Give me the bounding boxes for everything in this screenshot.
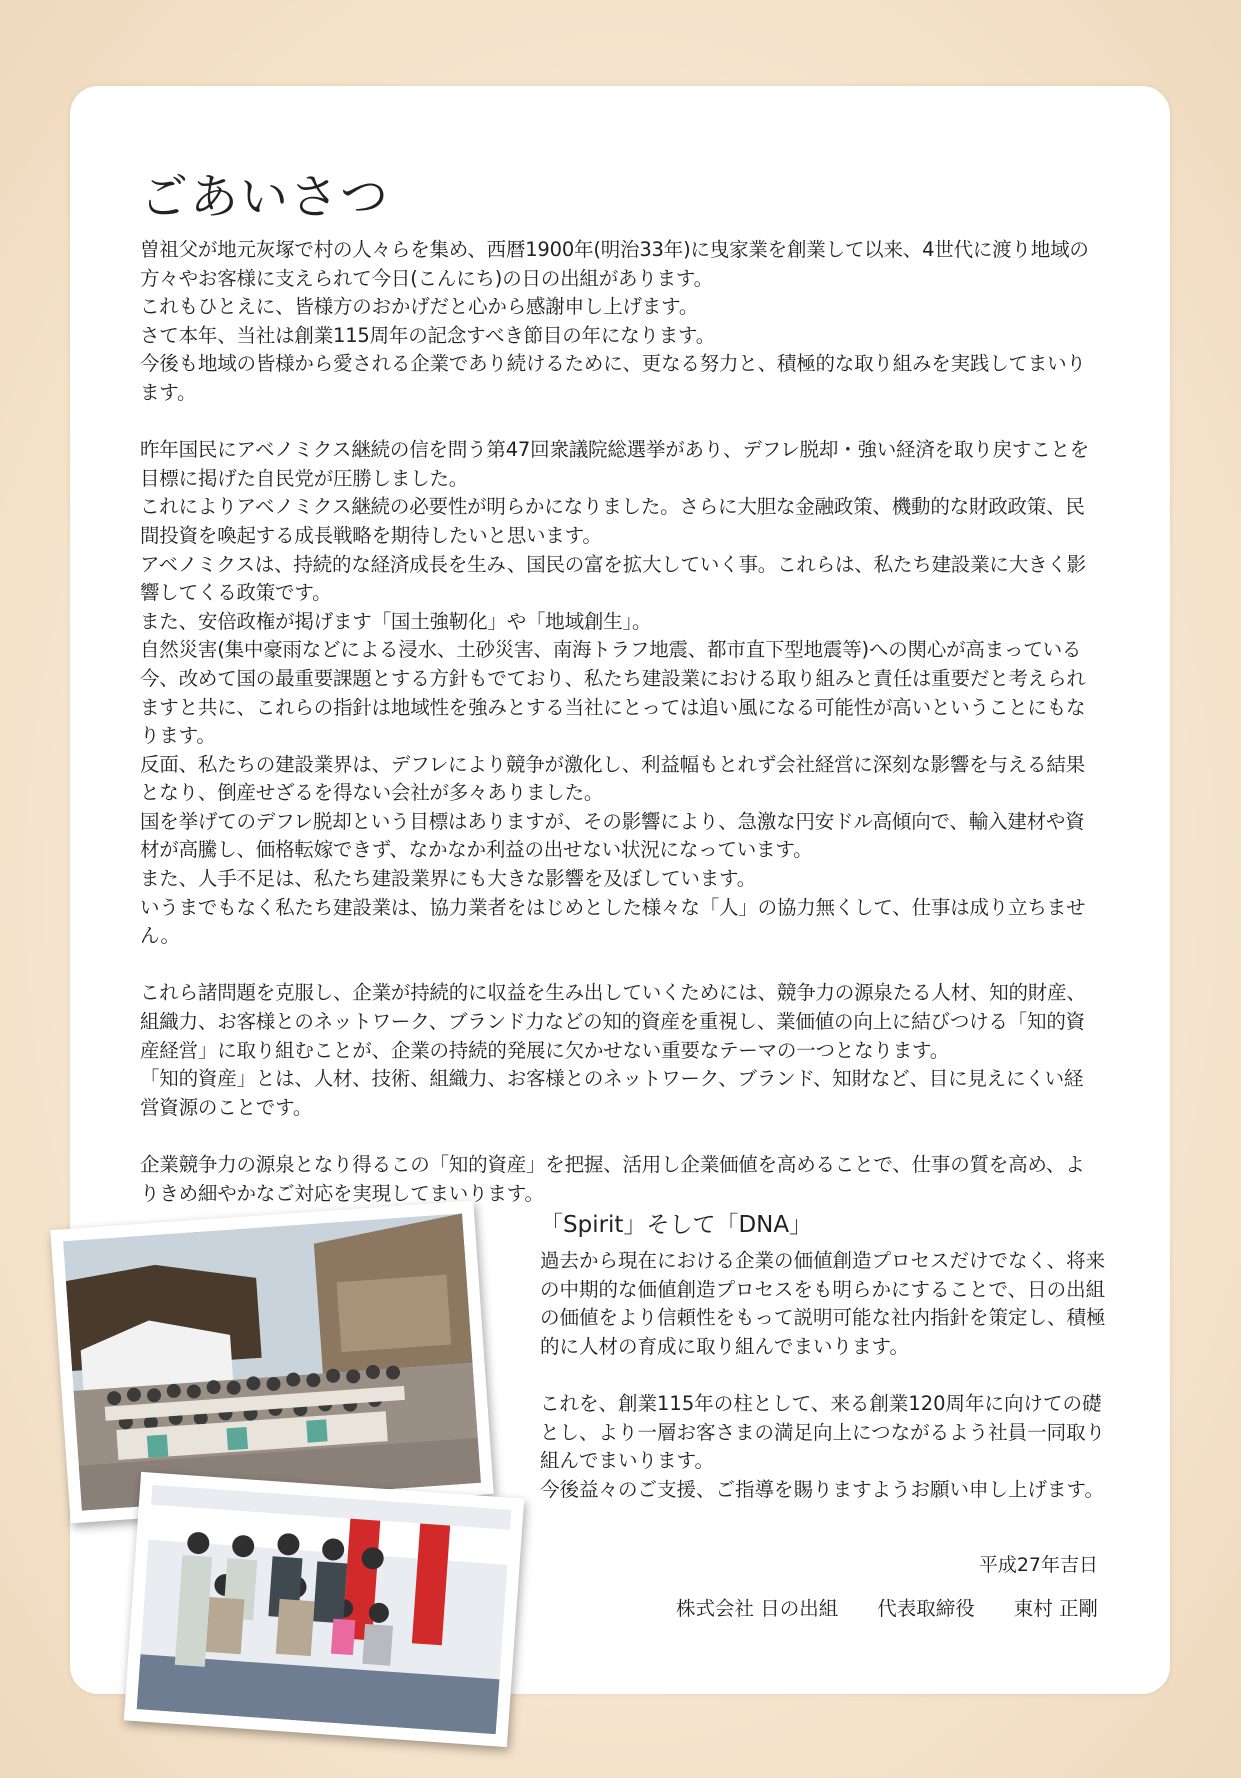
signature-line (676, 1593, 1098, 1621)
body-line: 自然災害(集中豪雨などによる浸水、土砂災害、南海トラフ地震、都市直下型地震等)への関心が高まっている今、改めて国の最重要課題とする方針もでており、私たち建設業における取り組みと責任は重要だと考えられますと共に、これらの指針は地域性を強みとする当社にとっては追い風になる可能性が高いということにもなります。 (140, 638, 1086, 748)
body-line: 昨年国民にアベノミクス継続の信を問う第47回衆議院総選挙があり、デフレ脱却・強い経済を取り戻すことを目標に掲げた自民党が圧勝しました。 (140, 438, 1090, 490)
body-line: 今後も地域の皆様から愛される企業であり続けるために、更なる努力と、積極的な取り組みを実践してまいります。 (140, 352, 1086, 404)
spirit-paragraph: これを、創業115年の柱として、来る創業120周年に向けての礎とし、より一層お客さまの満足向上につながるよう社員一同取り組んでまいります。 (540, 1391, 1106, 1473)
spirit-title: 「Spirit」そして「DNA」 (540, 1212, 813, 1238)
body-line: これら諸問題を克服し、企業が持続的に収益を生み出していくためには、競争力の源泉たる人材、知的財産、組織力、お客様とのネットワーク、ブランド力などの知的資産を重視し、業価値の向上に結びつける「知的資産経営」に取り組むことが、企業の持続的発展に欠かせない重要なテーマの一つとなります。 (140, 981, 1086, 1062)
ceremony-photo (124, 1472, 524, 1747)
body-line: これによりアベノミクス継続の必要性が明らかになりました。さらに大胆な金融政策、機動的な財政政策、民間投資を喚起する成長戦略を期待したいと思います。 (140, 495, 1085, 547)
spirit-paragraph: 過去から現在における企業の価値創造プロセスだけでなく、将来の中期的な価値創造プロセスをも明らかにすることで、日の出組の価値をより信頼性をもって説明可能な社内指針を策定し、積極的に人材の育成に取り組んでまいります。 (540, 1249, 1106, 1358)
spirit-section (540, 1206, 1110, 1504)
company-name: 株式会社 日の出組 (676, 1597, 839, 1620)
body-line: 国を挙げてのデフレ脱却という目標はありますが、その影響により、急激な円安ドル高傾向で、輸入建材や資材が高騰し、価格転嫁できず、なかなか利益の出せない状況になっています。 (140, 809, 1085, 862)
body-line: 曽祖父が地元灰塚で村の人々らを集め、西暦1900年(明治33年)に曳家業を創業して以来、4世代に渡り地域の方々やお客様に支えられて今日(こんにち)の日の出組があります。 (140, 238, 1089, 290)
group-photo-image (63, 1213, 481, 1510)
ceremony-photo-image (137, 1485, 512, 1735)
spirit-paragraph: 今後益々のご支援、ご指導を賜りますようお願い申し上げます。 (540, 1477, 1104, 1501)
body-line: また、人手不足は、私たち建設業界にも大きな影響を及ぼしています。 (140, 867, 757, 891)
body-line: いうまでもなく私たち建設業は、協力業者をはじめとした様々な「人」の協力無くして、仕事は成り立ちません。 (140, 895, 1086, 948)
body-line: また、安倍政権が掲げます「国土強靭化」や「地域創生」。 (140, 609, 652, 633)
body-line: 企業競争力の源泉となり得るこの「知的資産」を把握、活用し企業価値を高めることで、仕事の質を高め、よりきめ細やかなご対応を実現してまいります。 (140, 1153, 1085, 1205)
body-line: アベノミクスは、持続的な経済成長を生み、国民の富を拡大していく事。これらは、私たち建設業に大きく影響してくる政策です。 (140, 552, 1086, 605)
body-line: 「知的資産」とは、人材、技術、組織力、お客様とのネットワーク、ブランド、知財など、目に見えにくい経営資源のことです。 (140, 1067, 1084, 1119)
page-title: ごあいさつ (140, 169, 391, 225)
date-line: 平成27年吉日 (978, 1554, 1098, 1576)
body-line: さて本年、当社は創業115周年の記念すべき節目の年になります。 (140, 323, 716, 347)
body-line: 反面、私たちの建設業界は、デフレにより競争が激化し、利益幅もとれず会社経営に深刻な影響を与える結果となり、倒産せざるを得ない会社が多々ありました。 (140, 752, 1085, 805)
group-photo (50, 1201, 493, 1524)
representative-role: 代表取締役 (877, 1597, 975, 1620)
greeting-body (140, 236, 1100, 1208)
body-line: これもひとえに、皆様方のおかげだと心から感謝申し上げます。 (140, 295, 699, 319)
representative-name: 東村 正剛 (1013, 1597, 1098, 1620)
